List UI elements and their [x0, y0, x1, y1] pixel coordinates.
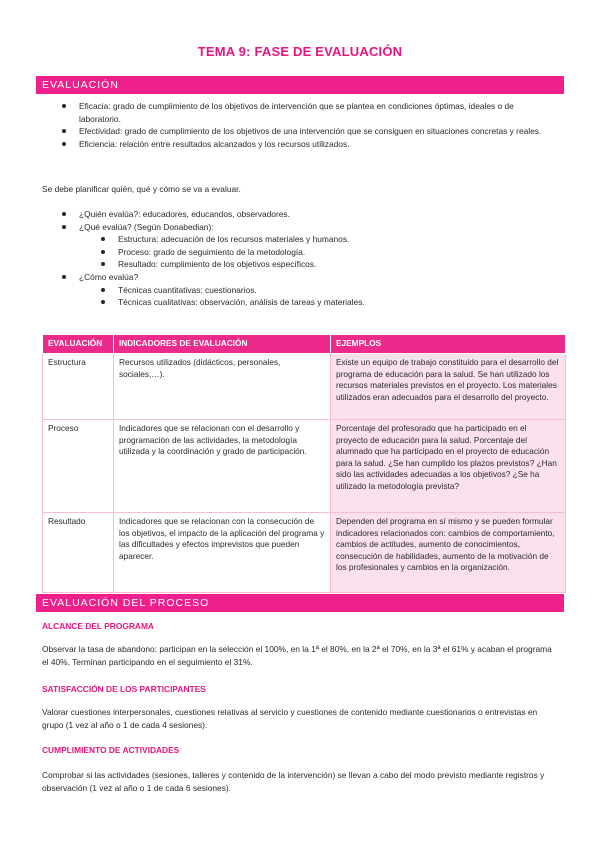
list-item: Eficacia: grado de cumplimiento de los objetivos de intervención que se plantea en condiciones óptimas, ideales o de laboratorio.	[60, 100, 550, 125]
list-item: Eficiencia: relación entre resultados alcanzados y los recursos utilizados.	[60, 138, 550, 151]
table-cell-examples: Dependen del programa en sí mismo y se pueden formular indicadores relacionados con: cambios de comportamiento, cambios de actitudes, aumento de conocimientos, consecución de habilidades, aumento de la motivación de los profesionales y cambios en la organización.	[331, 513, 566, 593]
page-title: TEMA 9: FASE DE EVALUACIÓN	[197, 44, 403, 59]
sub-list-item: Técnicas cualitativas: observación, análisis de tareas y materiales.	[99, 296, 550, 309]
section-heading-evaluacion-proceso: EVALUACIÓN DEL PROCESO	[36, 594, 564, 612]
subheading-cumplimiento: CUMPLIMIENTO DE ACTIVIDADES	[42, 745, 180, 755]
sub-list	[79, 284, 550, 309]
table-cell-indicators: Recursos utilizados (didácticos, personales, sociales,…).	[114, 354, 331, 420]
section-heading-evaluacion: EVALUACIÓN	[36, 76, 564, 94]
sub-list-item: Técnicas cuantitativas: cuestionarios.	[99, 284, 550, 297]
table-cell-examples: Existe un equipo de trabajo constituido para el desarrollo del programa de educación para la salud. Se han utilizado los recursos materiales previstos en el proyecto. Los materiales utilizados eran adecuados para el desarrollo del proyecto.	[331, 354, 566, 420]
table-cell-indicators: Indicadores que se relacionan con la consecución de los objetivos, el impacto de la aplicación del programa y las dificultades y efectos imprevistos que pueden aparecer.	[114, 513, 331, 593]
definitions-list	[60, 100, 550, 150]
paragraph-cumplimiento: Comprobar si las actividades (sesiones, talleres y contenido de la intervención) se llevan a cabo del modo previsto mediante registros y observación (1 vez al año o 1 de cada 6 sesiones).	[42, 770, 545, 793]
column-header: EVALUACIÓN	[43, 335, 114, 354]
table-cell-indicators: Indicadores que se relacionan con el desarrollo y programación de las actividades, la metodología utilizada y la coordinación y grado de participación.	[114, 420, 331, 513]
list-item	[60, 221, 550, 271]
column-header: INDICADORES DE EVALUACIÓN	[114, 335, 331, 354]
list-item	[60, 271, 550, 309]
sub-list-item: Estructura: adecuación de los recursos materiales y humanos.	[99, 233, 550, 246]
table-row	[43, 354, 566, 420]
questions-list	[60, 208, 550, 309]
list-item: ¿Quién evalúa?: educadores, educandos, observadores.	[60, 208, 550, 221]
table-row	[43, 420, 566, 513]
column-header: EJEMPLOS	[331, 335, 566, 354]
plan-paragraph: Se debe planificar quién, qué y cómo se va a evaluar.	[42, 184, 241, 194]
subheading-alcance: ALCANCE DEL PROGRAMA	[42, 621, 154, 631]
question-how: ¿Cómo evalúa?	[79, 271, 139, 282]
table-row	[43, 513, 566, 593]
subheading-satisfaccion: SATISFACCIÓN DE LOS PARTICIPANTES	[42, 684, 206, 694]
table-cell-type: Proceso	[43, 420, 114, 513]
table-cell-type: Resultado	[43, 513, 114, 593]
paragraph-satisfaccion: Valorar cuestiones interpersonales, cuestiones relativas al servicio y cuestiones de contenido mediante cuestionarios o entrevistas en grupo (1 vez al año o 1 de cada 4 sesiones).	[42, 707, 538, 730]
sub-list-item: Proceso: grado de seguimiento de la metodología.	[99, 246, 550, 259]
sub-list	[79, 233, 550, 271]
list-item: Efectividad: grado de cumplimiento de los objetivos de una intervención que se consiguen en situaciones concretas y reales.	[60, 125, 550, 138]
paragraph-alcance: Observar la tasa de abandono: participan en la selección el 100%, en la 1ª el 80%, en la 2ª el 70%, en la 3ª el 61% y acaban el programa el 40%. Terminan participando en el seguimiento el 31%.	[42, 644, 552, 667]
table-cell-type: Estructura	[43, 354, 114, 420]
table-cell-examples: Porcentaje del profesorado que ha participado en el proyecto de educación para la salud. Porcentaje del alumnado que ha participado en el proyecto de educación para la salud. ¿Se han cumplido los plazos previstos? ¿Han sido las actividades adecuadas a los objetivos? ¿Se ha utilizado la metodología prevista?	[331, 420, 566, 513]
sub-list-item: Resultado: cumplimiento de los objetivos específicos.	[99, 258, 550, 271]
evaluation-table	[42, 334, 566, 593]
table-header-row	[43, 335, 566, 354]
question-what: ¿Qué evalúa? (Según Donabedian):	[79, 221, 214, 232]
